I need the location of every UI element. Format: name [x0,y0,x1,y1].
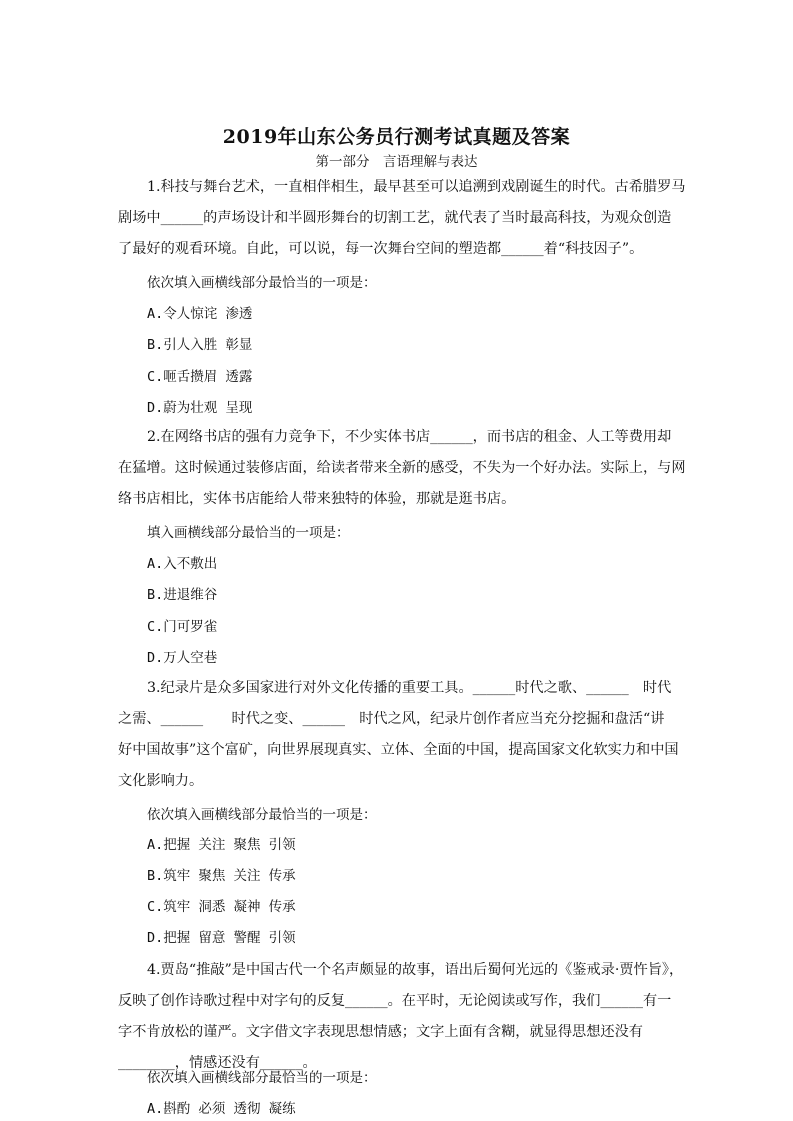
q3-option-a: A.把握 关注 聚焦 引领 [147,837,296,853]
q4-stem-line-1: 4.贾岛“推敲”是中国古代一个名声颇显的故事，语出后蜀何光远的《鉴戒录·贾忤旨》， [147,962,684,978]
q2-instruction: 填入画横线部分最恰当的一项是： [147,525,350,541]
q2-option-a: A.入不敷出 [147,556,218,572]
q3-option-b: B.筑牢 聚焦 关注 传承 [147,868,296,884]
q4-option-a: A.斟酌 必须 透彻 凝练 [147,1101,296,1117]
q3-instruction: 依次填入画横线部分最恰当的一项是： [147,807,377,823]
q4-stem-line-4: ________，情感还没有______。 [118,1055,317,1071]
q1-option-b: B.引人入胜 彰显 [147,337,253,353]
q2-stem-line-2: 在猛增。这时候通过装修店面，给读者带来全新的感受，不失为一个好办法。实际上，与网 [118,460,686,476]
q2-stem-line-1: 2.在网络书店的强有力竞争下，不少实体书店______，而书店的租金、人工等费用却 [147,429,672,445]
q1-stem-line-3: 了最好的观看环境。自此，可以说，每一次舞台空间的塑造都______着“科技因子”。 [118,241,644,257]
q3-stem-line-4: 文化影响力。 [118,773,204,789]
q4-instruction: 依次填入画横线部分最恰当的一项是： [147,1070,377,1086]
q3-option-d: D.把握 留意 警醒 引领 [147,930,296,946]
q1-instruction: 依次填入画横线部分最恰当的一项是： [147,275,377,291]
q2-option-d: D.万人空巷 [147,650,218,666]
q3-stem-line-2: 之需、______ 时代之变、______ 时代之风，纪录片创作者应当充分挖掘和盘活“讲 [118,711,665,727]
q4-stem-line-3: 字不肯放松的谨严。文字借文字表现思想情感；文字上面有含糊，就显得思想还没有 [118,1024,643,1040]
q1-stem-line-1: 1.科技与舞台艺术，一直相伴相生，最早甚至可以追溯到戏剧诞生的时代。古希腊罗马 [147,179,686,195]
q1-option-c: C.咂舌攒眉 透露 [147,369,253,385]
q2-stem-line-3: 络书店相比，实体书店能给人带来独特的体验，那就是逛书店。 [118,491,516,507]
q1-option-d: D.蔚为壮观 呈现 [147,400,253,416]
q4-stem-line-2: 反映了创作诗歌过程中对字句的反复______。在平时，无论阅读或写作，我们______有一 [118,993,672,1009]
q3-option-c: C.筑牢 洞悉 凝神 传承 [147,899,296,915]
q2-option-c: C.门可罗雀 [147,619,218,635]
q3-stem-line-1: 3.纪录片是众多国家进行对外文化传播的重要工具。______时代之歌、______ 时代 [147,680,672,696]
q2-option-b: B.进退维谷 [147,587,218,603]
q3-stem-line-3: 好中国故事”这个富矿，向世界展现真实、立体、全面的中国，提高国家文化软实力和中国 [118,742,679,758]
q1-option-a: A.令人惊诧 渗透 [147,306,253,322]
document-title: 2019年山东公务员行测考试真题及答案 [222,126,571,148]
section-heading: 第一部分 言语理解与表达 [315,154,478,170]
q1-stem-line-2: 剧场中______的声场设计和半圆形舞台的切割工艺，就代表了当时最高科技，为观众创造 [118,210,672,226]
